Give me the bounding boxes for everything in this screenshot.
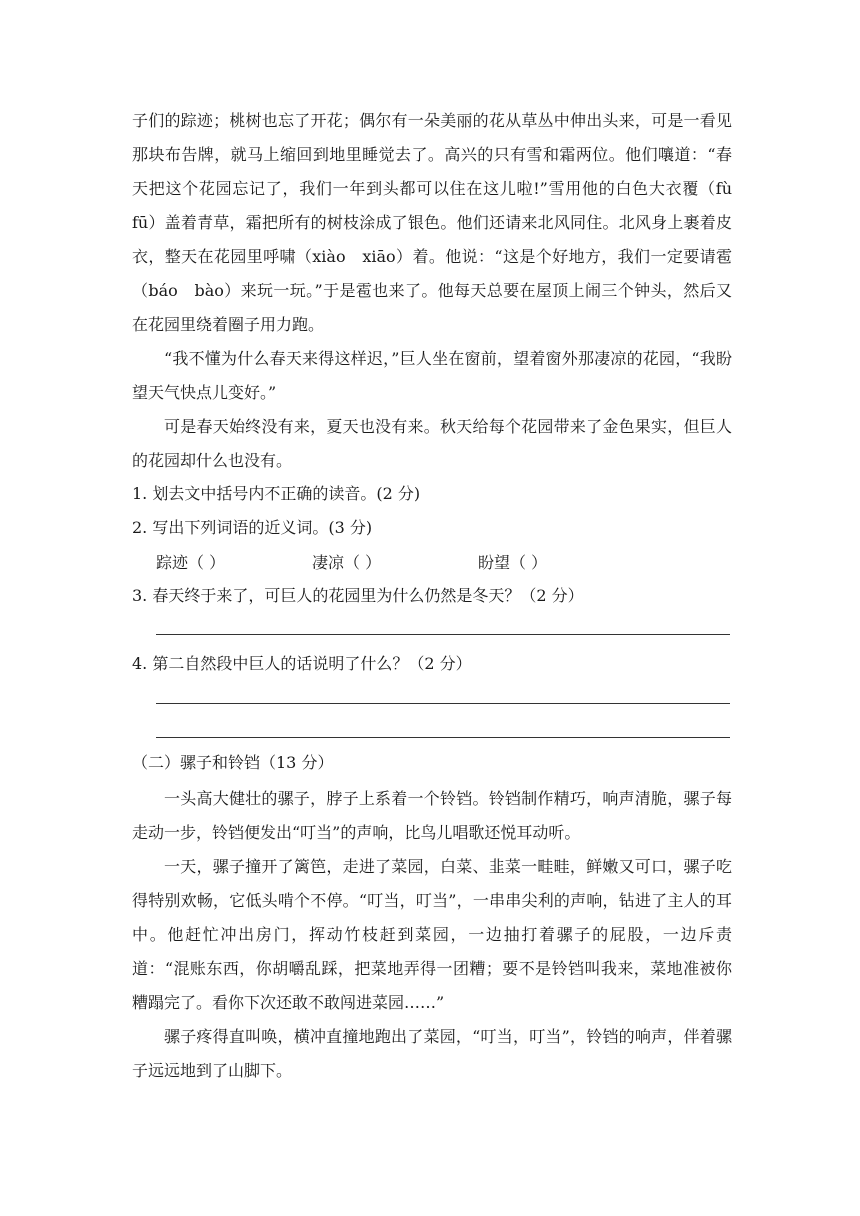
passage2-paragraph-1: 一头高大健壮的骡子，脖子上系着一个铃铛。铃铛制作精巧，响声清脆，骡子每走动一步，铃铛便发出“叮当”的声响，比鸟儿唱歌还悦耳动听。: [132, 789, 732, 842]
passage1-paragraph-3: 可是春天始终没有来，夏天也没有来。秋天给每个花园带来了金色果实，但巨人的花园却什么也没有。: [132, 417, 732, 470]
synonym-blank-1[interactable]: 踪迹（ ）: [156, 553, 226, 572]
passage1-paragraph-2: “我不懂为什么春天来得这样迟，”巨人坐在窗前，望着窗外那凄凉的花园，“我盼望天气快点儿变好。”: [132, 349, 732, 402]
question-1: 1. 划去文中括号内不正确的读音。(2 分): [132, 484, 421, 503]
question-4: 4. 第二自然段中巨人的话说明了什么？（2 分）: [132, 654, 472, 673]
passage2-paragraph-3: 骡子疼得直叫唤，横冲直撞地跑出了菜园，“叮当，叮当”，铃铛的响声，伴着骡子远远地到了山脚下。: [132, 1027, 732, 1080]
answer-line-q3[interactable]: [156, 634, 730, 635]
passage2-paragraph-2: 一天，骡子撞开了篱笆，走进了菜园，白菜、韭菜一畦畦，鲜嫩又可口，骡子吃得特别欢畅，它低头啃个不停。“叮当，叮当”，一串串尖利的声响，钻进了主人的耳中。他赶忙冲出房门，挥动竹枝赶到菜园，一边抽打着骡子的屁股，一边斥责道：“混账东西，你胡嚼乱踩，把菜地弄得一团糟；要不是铃铛叫我来，菜地准被你糟蹋完了。看你下次还敢不敢闯进菜园……”: [132, 857, 732, 1012]
section-heading: （二）骡子和铃铛（13 分）: [132, 753, 334, 772]
question-2: 2. 写出下列词语的近义词。(3 分): [132, 518, 373, 537]
answer-line-q4-1[interactable]: [156, 703, 730, 704]
synonym-blank-3[interactable]: 盼望（ ）: [478, 553, 548, 572]
passage1-paragraph-1: 子们的踪迹；桃树也忘了开花；偶尔有一朵美丽的花从草丛中伸出头来，可是一看见那块布告牌，就马上缩回到地里睡觉去了。高兴的只有雪和霜两位。他们嚷道：“春天把这个花园忘记了，我们一年到头都可以住在这儿啦!”雪用他的白色大衣覆（fù fū）盖着青草，霜把所有的树枝涂成了银色。他们还请来北风同住。北风身上裹着皮衣，整天在花园里呼啸（xiào xiāo）着。他说：“这是个好地方，我们一定要请雹（báo bào）来玩一玩。”于是雹也来了。他每天总要在屋顶上闹三个钟头，然后又在花园里绕着圈子用力跑。: [132, 111, 749, 334]
question-3: 3. 春天终于来了，可巨人的花园里为什么仍然是冬天？（2 分）: [132, 586, 584, 605]
answer-line-q4-2[interactable]: [156, 737, 730, 738]
synonym-blank-2[interactable]: 凄凉（ ）: [312, 553, 382, 572]
